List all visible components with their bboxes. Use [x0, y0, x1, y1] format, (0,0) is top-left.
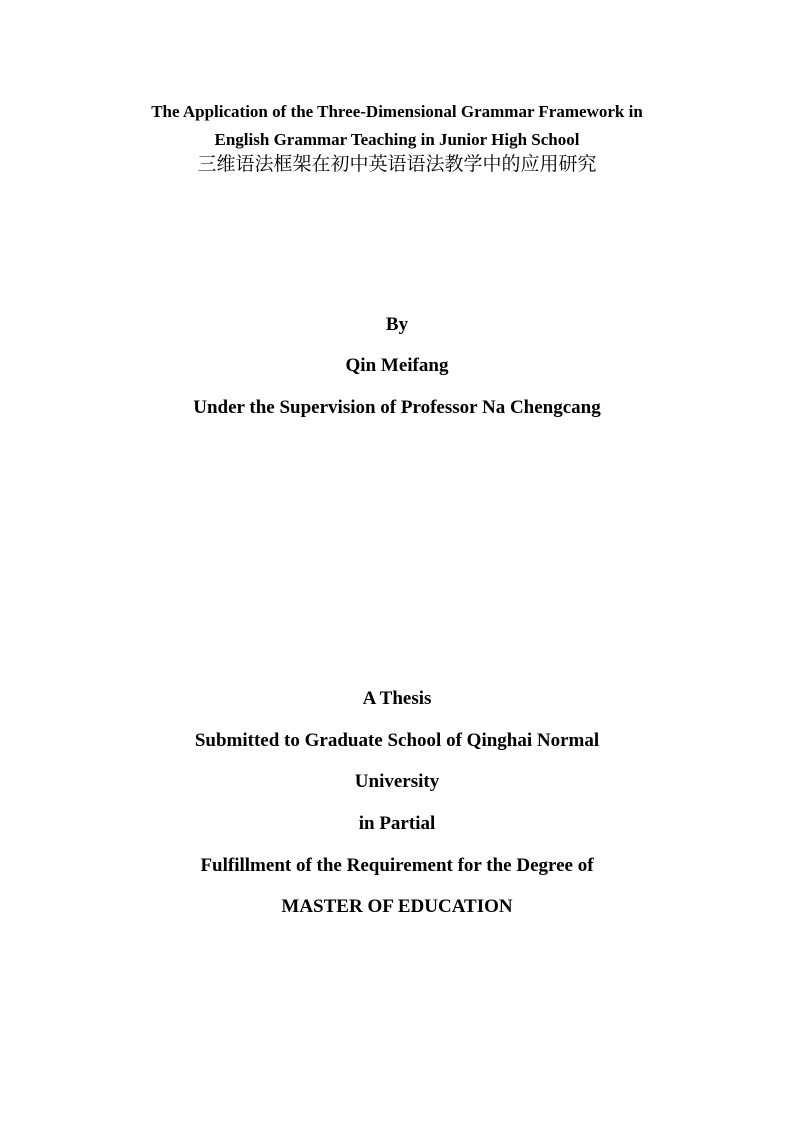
by-label: By [385, 314, 409, 335]
author-name: Qin Meifang [345, 355, 449, 376]
university-line: University [354, 771, 440, 792]
title-english-line-1: The Application of the Three-Dimensional Grammar Framework in [151, 102, 643, 121]
supervisor-line: Under the Supervision of Professor Na Chengcang [193, 397, 601, 418]
submission-line: Submitted to Graduate School of Qinghai Normal [194, 730, 600, 751]
partial-line: in Partial [358, 813, 436, 834]
title-chinese: 三维语法框架在初中英语语法教学中的应用研究 [197, 153, 597, 175]
title-english-line-2: English Grammar Teaching in Junior High School [214, 130, 580, 149]
fulfillment-line: Fulfillment of the Requirement for the Degree of [200, 855, 594, 876]
thesis-label: A Thesis [362, 688, 432, 709]
degree-name: MASTER OF EDUCATION [281, 896, 513, 917]
